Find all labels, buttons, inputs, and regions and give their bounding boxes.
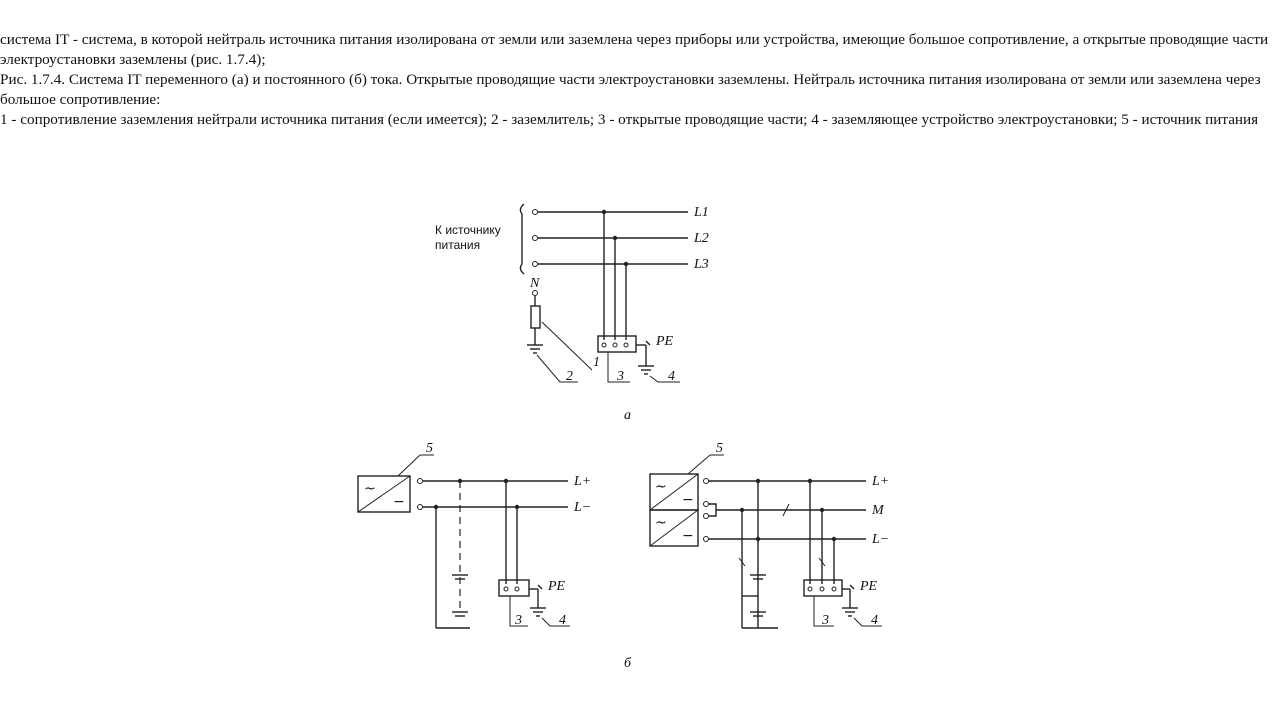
callout-5-leader (398, 455, 420, 476)
callout-4: 4 (559, 613, 566, 628)
source-label-line2: питания (435, 238, 481, 252)
earth-symbol (842, 608, 858, 616)
dc-symbol: − (682, 492, 694, 508)
ac-symbol: ~ (364, 481, 376, 497)
source-brace (520, 204, 524, 274)
l3-label: L3 (694, 257, 709, 272)
pe-tick (538, 585, 542, 589)
dc-symbol: − (682, 528, 694, 544)
l1-terminal (533, 210, 538, 215)
figure-a (435, 204, 709, 423)
callout-3: 3 (822, 613, 829, 628)
figure-a-label: а (624, 408, 631, 423)
terminal (602, 343, 606, 347)
midpoint-bridge (709, 504, 716, 516)
neutral-label: N (530, 276, 540, 291)
terminal (504, 587, 508, 591)
pe-label: PE (656, 334, 674, 349)
figure-legend: 1 - сопротивление заземления нейтрали источника питания (если имеется); 2 - заземлитель; 3 - открытые проводящие части; 4 - заземляющее устройство электроустановки; 5 - источник питания (0, 111, 1259, 128)
terminal (624, 343, 628, 347)
m-label: M (872, 503, 884, 518)
dc-symbol: − (393, 494, 405, 510)
figure-caption: Рис. 1.7.4. Система IT переменного (а) и постоянного (б) тока. Открытые проводящие части электроустановки заземлены. Нейтраль источника питания изолирована от земли или заземлена через большое сопротивление: (0, 71, 1261, 108)
l-minus-terminal (704, 537, 709, 542)
l3-terminal (533, 262, 538, 267)
neutral-terminal (533, 291, 538, 296)
ac-symbol: ~ (655, 479, 667, 495)
callout-5: 5 (716, 441, 723, 456)
midpoint-terminal (704, 514, 709, 519)
callout-3: 3 (617, 369, 624, 384)
l-plus-terminal (418, 479, 423, 484)
figure-b-label: б (624, 656, 632, 671)
terminal (820, 587, 824, 591)
pe-tick (646, 341, 650, 345)
callout-1-leader (542, 322, 592, 370)
l-plus-label: L+ (574, 474, 592, 489)
l-minus-terminal (418, 505, 423, 510)
definition-text: система IT - система, в которой нейтраль источника питания изолирована от земли или заземлена через приборы или устройства, имеющие большое сопротивление, а открытые проводящие части электроустановки заземлены (рис. 1.7.4); (0, 31, 1269, 68)
callout-3: 3 (515, 613, 522, 628)
terminal (808, 587, 812, 591)
pe-tick (850, 585, 854, 589)
l-plus-label: L+ (872, 474, 890, 489)
earth-symbol (638, 366, 654, 374)
l2-label: L2 (694, 231, 709, 246)
l2-terminal (533, 236, 538, 241)
figure-b-left (358, 441, 591, 628)
ac-symbol: ~ (655, 515, 667, 531)
source-label-line1: К источнику (435, 223, 501, 237)
earth-symbol (530, 608, 546, 616)
callout-4: 4 (871, 613, 878, 628)
callout-4: 4 (668, 369, 675, 384)
l-plus-terminal (704, 479, 709, 484)
equipment-box (499, 580, 529, 596)
callout-5-leader (688, 455, 710, 474)
neutral-resistor (531, 306, 540, 328)
terminal (515, 587, 519, 591)
terminal (832, 587, 836, 591)
earth-symbol (452, 612, 468, 616)
callout-1: 1 (593, 355, 600, 370)
callout-4-leader (650, 376, 680, 382)
l1-label: L1 (694, 205, 709, 220)
pe-label: PE (548, 579, 566, 594)
l-minus-label: L− (872, 532, 890, 547)
callout-5: 5 (426, 441, 433, 456)
callout-2: 2 (566, 369, 573, 384)
earth-electrode (527, 345, 543, 353)
l-minus-label: L− (574, 500, 592, 515)
midpoint-terminal (704, 502, 709, 507)
terminal (613, 343, 617, 347)
figure-b-right (650, 441, 889, 628)
pe-label: PE (860, 579, 878, 594)
